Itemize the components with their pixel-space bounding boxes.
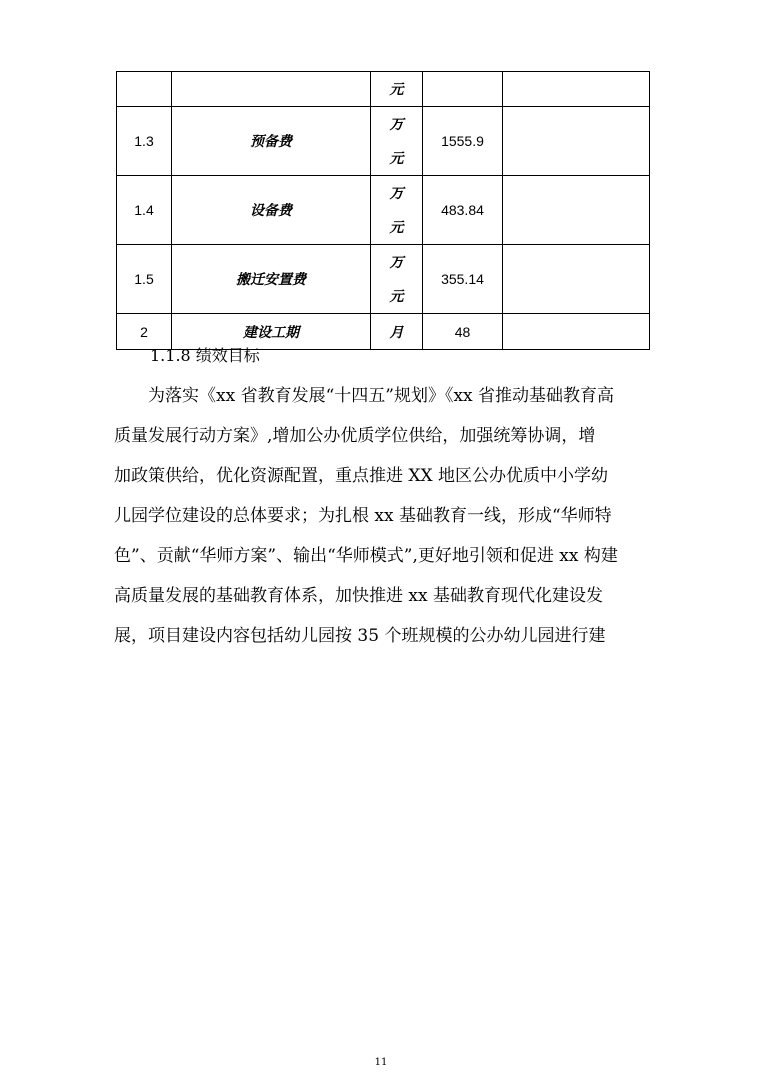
paragraph-line: 为落实《xx 省教育发展“十四五”规划》《xx 省推动基础教育高 [114,386,615,406]
row-unit [371,314,423,350]
paragraph-line: 高质量发展的基础教育体系，加快推进 xx 基础教育现代化建设发 [114,586,603,606]
row-note [503,72,650,107]
row-unit [371,107,423,176]
row-note [503,107,650,176]
row-unit [371,245,423,314]
row-value: 1555.9 [423,107,503,176]
section-heading: 1.1.8 绩效目标 [150,346,260,365]
row-value: 355.14 [423,245,503,314]
row-name [172,72,371,107]
unit-line: 元 [389,150,404,166]
unit-line: 万 [389,254,404,270]
row-name: 设备费 [172,176,371,245]
row-name: 搬迁安置费 [172,245,371,314]
paragraph-line: 质量发展行动方案》,增加公办优质学位供给，加强统筹协调，增 [114,426,596,446]
body-paragraph [114,376,656,656]
row-index: 2 [117,314,172,350]
row-name: 预备费 [172,107,371,176]
row-note [503,245,650,314]
row-index: 1.4 [117,176,172,245]
row-unit [371,72,423,107]
row-note [503,314,650,350]
budget-table [116,71,650,350]
page-number: 11 [374,1057,388,1068]
row-note [503,176,650,245]
table-row [117,245,650,314]
unit-line: 万 [389,116,404,132]
unit-line: 元 [389,81,404,97]
row-name: 建设工期 [172,314,371,350]
row-index [117,72,172,107]
row-value [423,72,503,107]
paragraph-line: 展，项目建设内容包括幼儿园按 35 个班规模的公办幼儿园进行建 [114,626,606,646]
row-index: 1.3 [117,107,172,176]
row-value: 48 [423,314,503,350]
paragraph-line: 加政策供给，优化资源配置，重点推进 XX 地区公办优质中小学幼 [114,466,609,486]
unit-line: 元 [389,219,404,235]
unit-line: 月 [389,323,404,340]
unit-line: 万 [389,185,404,201]
table-row [117,176,650,245]
table-row [117,72,650,107]
row-value: 483.84 [423,176,503,245]
table-row [117,107,650,176]
row-unit [371,176,423,245]
row-index: 1.5 [117,245,172,314]
unit-line: 元 [389,288,404,304]
paragraph-line: 色”、贡献“华师方案”、输出“华师模式”,更好地引领和促进 xx 构建 [114,546,618,566]
paragraph-line: 儿园学位建设的总体要求；为扎根 xx 基础教育一线，形成“华师特 [114,506,612,526]
